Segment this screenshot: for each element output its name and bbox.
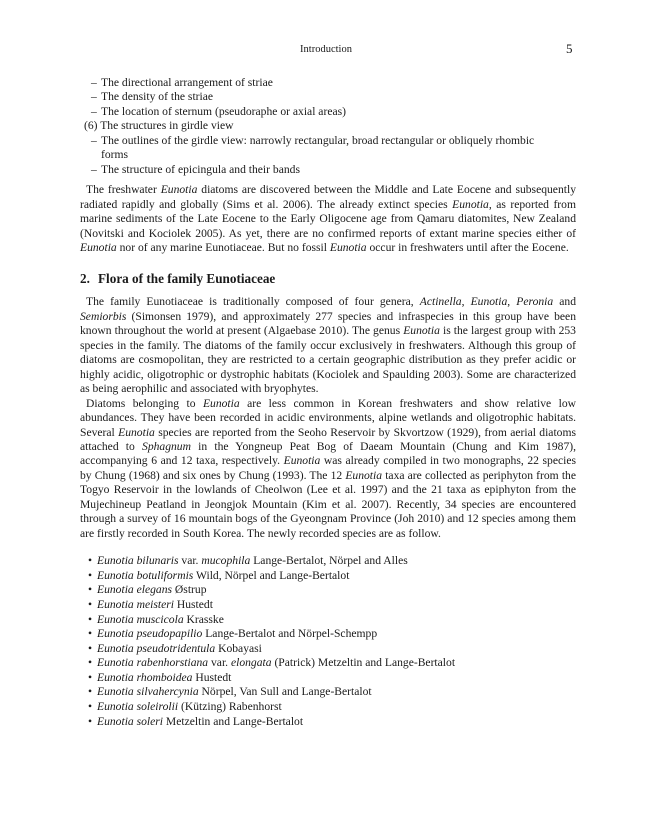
- text-run: Hustedt: [192, 670, 232, 684]
- text-run: Hustedt: [173, 597, 213, 611]
- text-run: Lange-Bertalot, Nörpel and Alles: [250, 554, 408, 568]
- italic-term: elongata: [230, 656, 272, 670]
- italic-term: Eunotia pseudotridentula: [97, 641, 216, 655]
- dash-marker: –: [91, 90, 97, 104]
- dash-marker: –: [91, 133, 97, 147]
- outline-text: The structure of epicingula and their bands: [101, 162, 300, 176]
- body-text: [80, 76, 576, 729]
- italic-term: Eunotia: [80, 240, 117, 254]
- text-run: Kobayasi: [215, 641, 262, 655]
- outline-item: [80, 119, 576, 133]
- italic-term: Eunotia: [403, 324, 440, 338]
- italic-term: Eunotia: [283, 454, 321, 468]
- section-heading: [80, 271, 576, 287]
- outline-item: [80, 76, 576, 90]
- text-run: (Simonsen 1979), and approximately 277 species and infraspecies in this group have been known throughout the world at present (Algaebase 2010). The genus: [80, 309, 576, 338]
- text-run: nor of any marine Eunotiaceae. But no fossil: [116, 240, 330, 254]
- paragraph: [80, 397, 576, 542]
- text-run: Wild, Nörpel and Lange-Bertalot: [193, 568, 350, 582]
- text-run: are less common in Korean freshwaters and show relative low abundances. They have been recorded in acidic environments, alpine wetlands and oligotrophic habitats. Several: [80, 396, 576, 439]
- italic-term: Eunotia: [160, 183, 198, 197]
- species-item: [80, 656, 576, 671]
- outline-text: The density of the striae: [101, 90, 214, 104]
- outline-text: The directional arrangement of striae: [101, 76, 273, 89]
- text-run: Krasske: [183, 612, 224, 626]
- italic-term: Eunotia soleri: [97, 714, 164, 728]
- bullet-marker: •: [88, 714, 93, 728]
- outline-item: [80, 134, 576, 148]
- italic-term: Eunotia: [202, 396, 240, 410]
- bullet-marker: •: [88, 670, 93, 684]
- text-run: occur in freshwaters until after the Eocene.: [366, 240, 569, 254]
- species-item: [80, 642, 576, 657]
- species-item: [80, 715, 576, 730]
- bullet-marker: •: [88, 554, 93, 568]
- species-item: [80, 569, 576, 584]
- dash-marker: –: [91, 104, 97, 118]
- dash-marker: –: [91, 76, 97, 89]
- text-run: in the Yongneup Peat Bog of Daeam Mountain (Chung and Kim 1987), accompanying 6 and 12 taxa, respectively.: [80, 439, 577, 468]
- species-item: [80, 613, 576, 628]
- italic-term: Eunotia soleirolii: [97, 700, 179, 714]
- text-run: (Kützing) Rabenhorst: [178, 700, 282, 714]
- italic-term: Eunotia: [345, 468, 383, 482]
- text-run: is the largest group with 253 species in the family. The diatoms of the family occur exclusively in freshwaters. Although this group of diatoms are cosmopolitan, they are restricted to a certain geographic distribution as they prefer acidic or highly acidic, oligotrophic or dystrophic habitats (Kociolek and Spaulding 2003). Some are characterized as being aerophilic and associated with bryophytes.: [80, 324, 576, 396]
- italic-term: Eunotia: [470, 295, 508, 309]
- text-run: var.: [178, 554, 202, 568]
- italic-term: Eunotia: [452, 197, 489, 211]
- italic-term: Eunotia bilunaris: [97, 554, 179, 568]
- italic-term: Eunotia rhomboidea: [97, 670, 193, 684]
- section-number: 2.: [80, 271, 90, 287]
- text-run: , as reported from marine sediments of the Late Eocene to the Early Oligocene age from Qamaru diatomites, New Zealand (Novitski and Kociolek 2005). As yet, there are no confirmed reports of extant marine species either of: [80, 197, 576, 240]
- bullet-marker: •: [88, 597, 93, 611]
- running-header: Introduction: [300, 44, 352, 55]
- section-title: Flora of the family Eunotiaceae: [98, 271, 276, 287]
- outline-item: [80, 90, 576, 104]
- outline-text: (6) The structures in girdle view: [84, 119, 234, 133]
- text-run: ,: [507, 295, 517, 309]
- text-run: species are reported from the Seoho Reservoir by Skvortzow (1929), from aerial diatoms attached to: [80, 425, 576, 453]
- italic-term: Sphagnum: [142, 439, 191, 453]
- species-item: [80, 583, 576, 598]
- species-item: [80, 700, 576, 715]
- italic-term: Actinella: [419, 295, 462, 309]
- italic-term: Eunotia: [329, 240, 367, 254]
- text-run: Lange-Bertalot and Nörpel-Schempp: [202, 627, 378, 641]
- species-item: [80, 685, 576, 700]
- species-item: [80, 554, 576, 569]
- text-run: Metzeltin and Lange-Bertalot: [163, 714, 304, 728]
- italic-term: Eunotia rabenhorstiana: [97, 656, 209, 670]
- italic-term: Eunotia: [118, 425, 155, 439]
- species-item: [80, 627, 576, 642]
- italic-term: Peronia: [516, 295, 554, 309]
- species-item: [80, 671, 576, 686]
- outline-item: [80, 163, 576, 177]
- text-run: (Patrick) Metzeltin and Lange-Bertalot: [271, 656, 456, 670]
- text-run: and: [553, 295, 576, 309]
- italic-term: mucophila: [201, 554, 251, 568]
- bullet-marker: •: [88, 568, 93, 582]
- species-item: [80, 598, 576, 613]
- text-run: was already compiled in two monographs, 22 species by Chung (1968) and six ones by Chung (1993). The 12: [80, 454, 576, 482]
- italic-term: Semiorbis: [80, 309, 127, 323]
- paragraph: [80, 183, 576, 255]
- text-run: diatoms are discovered between the Middle and Late Eocene and subsequently radiated rapidly and globally (Sims et al. 2006). The already extinct species: [80, 183, 576, 211]
- outline-list: [80, 76, 576, 177]
- text-run: taxa are collected as periphyton from the Togyo Reservoir in the lowlands of Cheolwon (Lee et al. 1997) and the 21 taxa as epiphyton from the Mujechineup Peatland in Jeongjok Mountain (Kim et al. 2007). Recently, 34 species are encountered through a survey of 16 mountain bogs of the Gyeongnam Province (Joh 2010) and 12 species among them are firstly recorded in South Korea. The newly recorded species are as follow.: [80, 468, 576, 540]
- dash-marker: –: [91, 162, 97, 176]
- text-run: The family Eunotiaceae is traditionally composed of four genera,: [86, 295, 420, 309]
- text-run: var.: [208, 656, 231, 670]
- outline-item: [80, 105, 576, 119]
- italic-term: Eunotia muscicola: [97, 612, 184, 626]
- italic-term: Eunotia meisteri: [97, 597, 174, 611]
- bullet-marker: •: [88, 612, 93, 626]
- text-run: Østrup: [172, 583, 207, 597]
- italic-term: Eunotia pseudopapilio: [97, 627, 203, 641]
- text-run: ,: [461, 295, 471, 309]
- page-number: 5: [566, 41, 573, 56]
- species-list: [80, 554, 576, 729]
- bullet-marker: •: [88, 685, 93, 699]
- outline-text: forms: [101, 148, 129, 162]
- outline-item: [80, 148, 576, 162]
- bullet-marker: •: [88, 656, 93, 670]
- bullet-marker: •: [88, 700, 93, 714]
- italic-term: Eunotia elegans: [97, 583, 173, 597]
- paragraph: [80, 295, 576, 396]
- outline-text: The location of sternum (pseudoraphe or axial areas): [101, 104, 346, 118]
- bullet-marker: •: [88, 641, 93, 655]
- outline-text: The outlines of the girdle view: narrowly rectangular, broad rectangular or obliquely rhombic: [101, 133, 535, 147]
- italic-term: Eunotia botuliformis: [97, 568, 194, 582]
- text-run: The freshwater: [86, 183, 161, 197]
- text-run: Nörpel, Van Sull and Lange-Bertalot: [198, 685, 372, 699]
- bullet-marker: •: [88, 583, 93, 597]
- text-run: Diatoms belonging to: [86, 396, 203, 410]
- bullet-marker: •: [88, 627, 93, 641]
- italic-term: Eunotia silvahercynia: [97, 685, 199, 699]
